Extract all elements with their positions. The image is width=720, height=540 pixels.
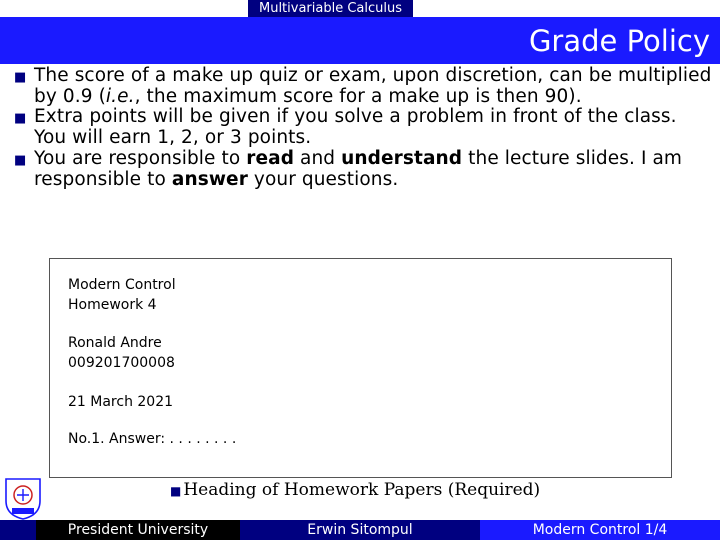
- footer: [0, 520, 720, 540]
- paper-answer: No.1. Answer: . . . . . . . .: [68, 431, 237, 447]
- university-logo: [2, 475, 44, 521]
- bullet-list: [14, 66, 714, 190]
- square-bullet-icon: ■: [170, 484, 182, 498]
- course-title: Multivariable Calculus: [248, 0, 413, 17]
- figure-caption: ■ Heading of Homework Papers (Required): [170, 480, 541, 500]
- paper-student-name: Ronald Andre: [68, 335, 162, 351]
- paper-student-id: 009201700008: [68, 355, 175, 371]
- homework-heading-example: [49, 258, 672, 478]
- bullet-item-responsibility: ■ You are responsible to read and understand the lecture slides. I am responsible to answer your questions.: [14, 147, 683, 190]
- square-bullet-icon: ■: [14, 152, 27, 168]
- footer-page: Modern Control 1/4: [480, 520, 720, 540]
- paper-course: Modern Control: [68, 277, 176, 293]
- square-bullet-icon: ■: [14, 111, 27, 127]
- square-bullet-icon: ■: [14, 70, 27, 85]
- bullet-item-makeup: ■ The score of a make up quiz or exam, upon discretion, can be multiplied by 0.9 (i.e., the maximum score for a make up is then 90).: [14, 65, 712, 107]
- footer-university: President University: [36, 520, 240, 540]
- slide-title: Grade Policy: [528, 24, 710, 58]
- bullet-item-extra-points: ■ Extra points will be given if you solve a problem in front of the class. You will earn 1, 2, or 3 points.: [14, 106, 677, 149]
- footer-author: Erwin Sitompul: [307, 522, 413, 538]
- paper-date: 21 March 2021: [68, 394, 174, 410]
- paper-homework: Homework 4: [68, 297, 157, 313]
